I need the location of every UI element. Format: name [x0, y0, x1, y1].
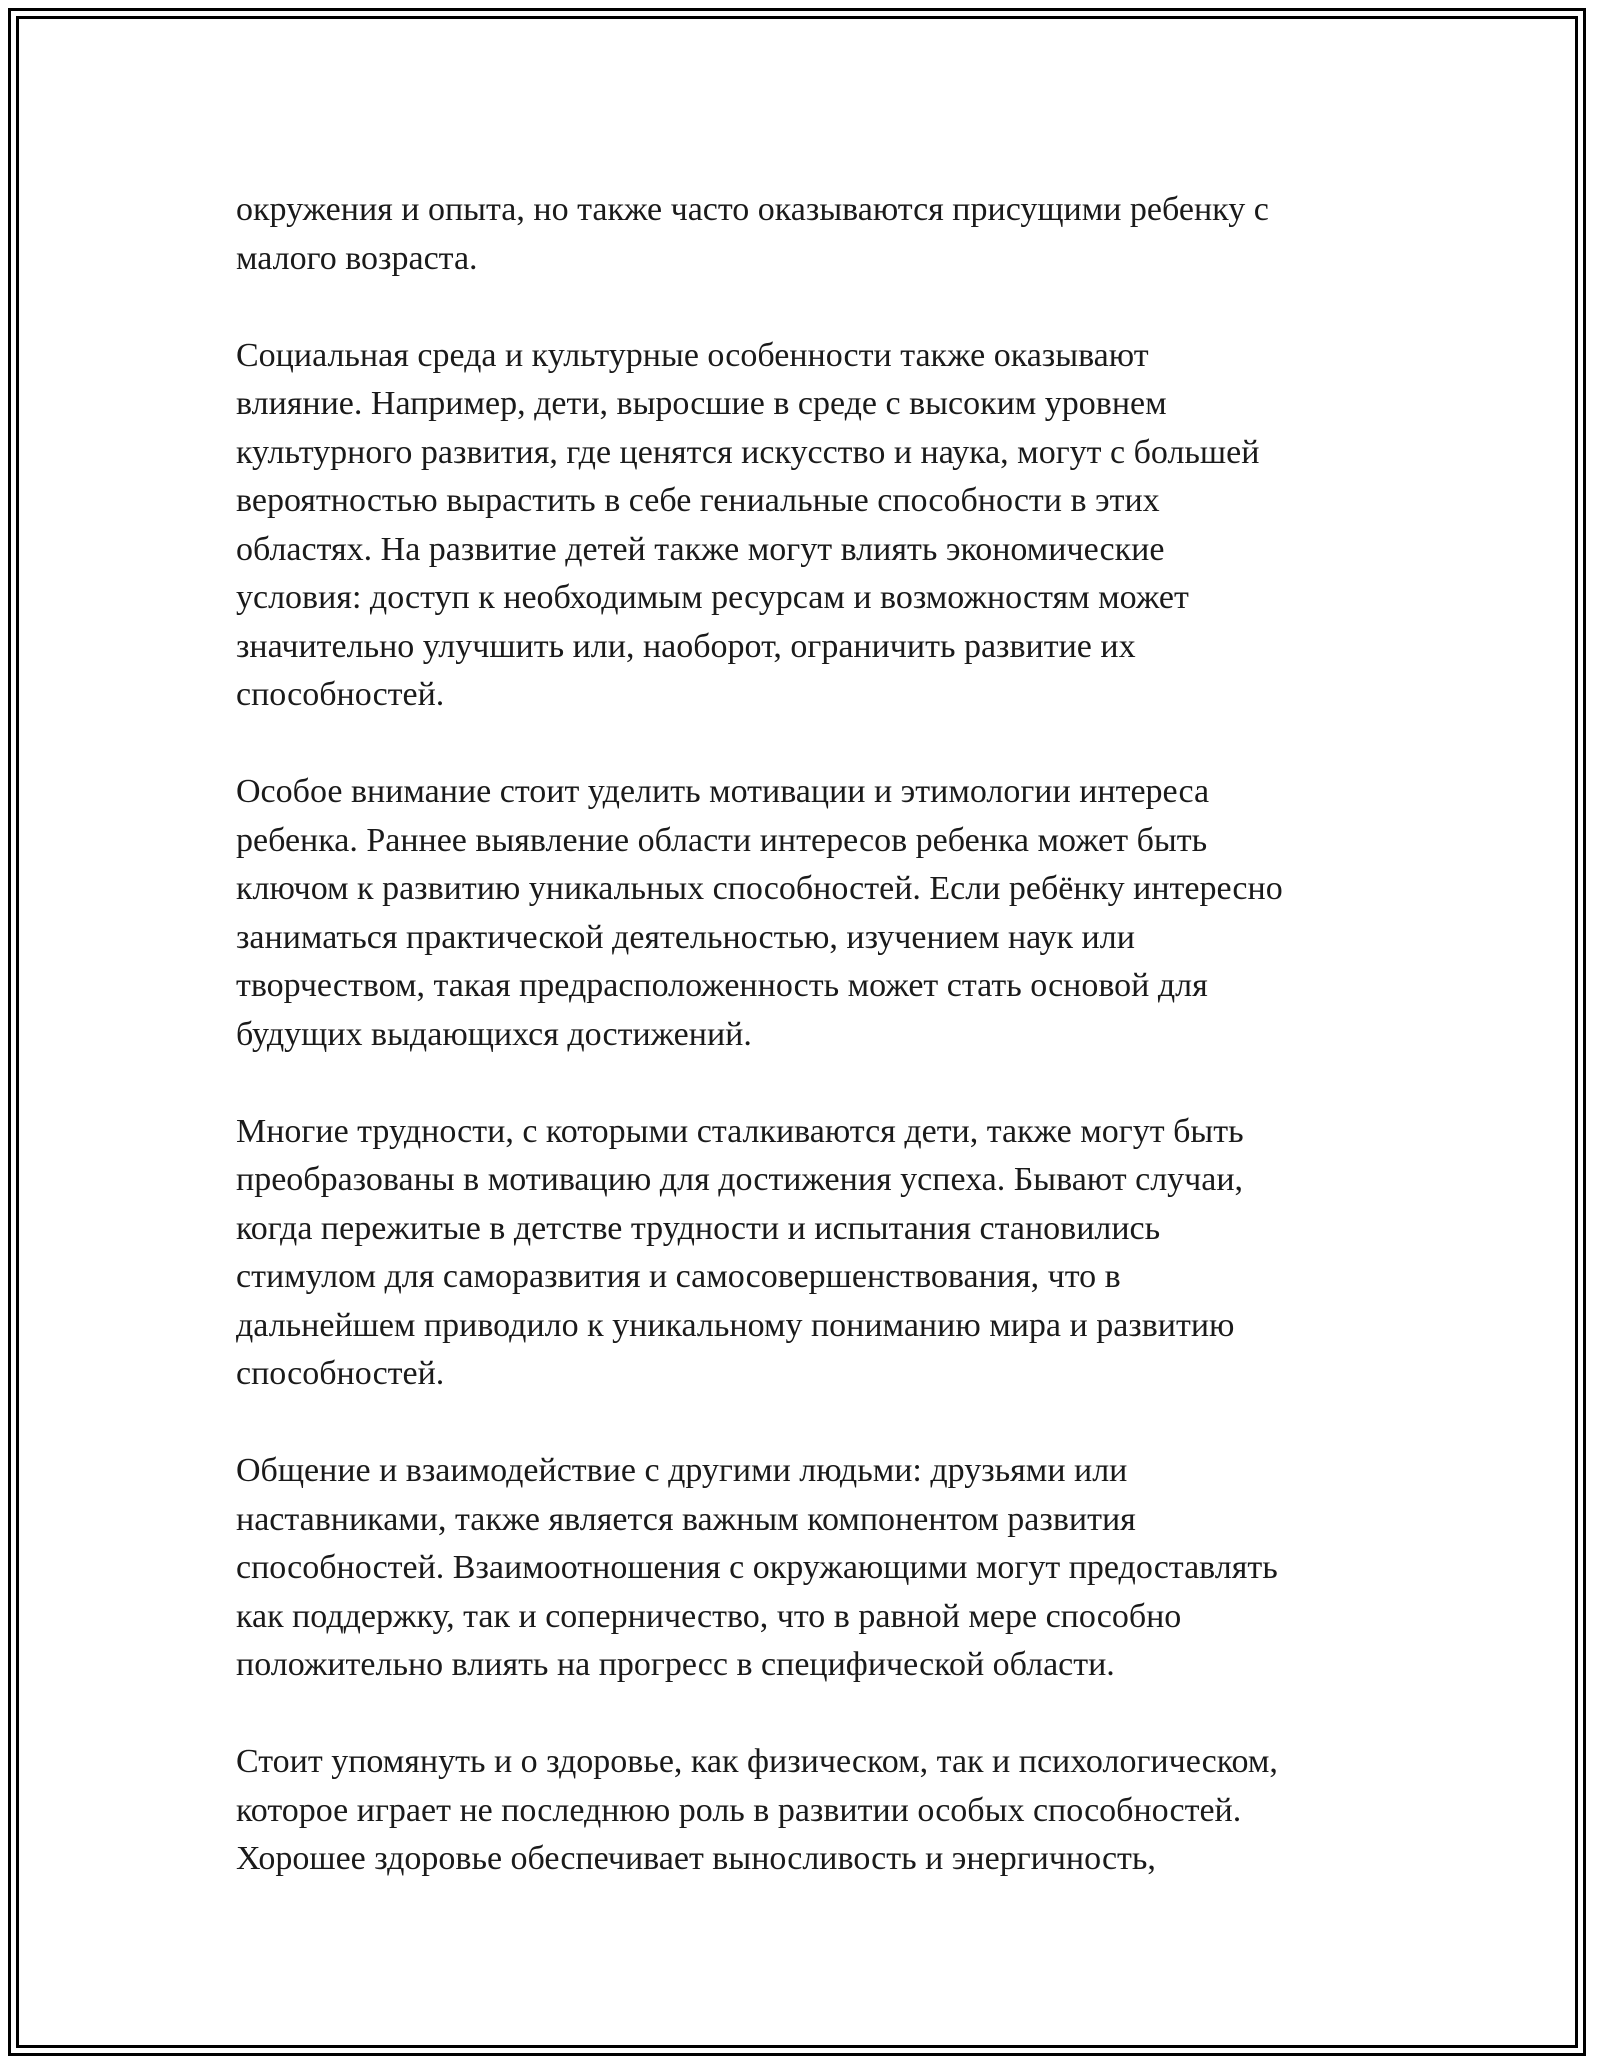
paragraph: Многие трудности, с которыми сталкиваются дети, также могут быть преобразованы в мотивацию для достижения успеха. Бывают случаи, когда пережитые в детстве трудности и испытания становились стимулом для саморазвития и самосовершенствования, что в дальнейшем приводило к уникальному пониманию мира и развитию способностей. — [236, 1112, 1244, 1392]
paragraph: окружения и опыта, но также часто оказываются присущими ребенку с малого возраста. — [236, 191, 1269, 277]
paragraph: Стоит упомянуть и о здоровье, как физическом, так и психологическом, которое играет не последнюю роль в развитии особых способностей. Хорошее здоровье обеспечивает выносливость и энергичность, — [236, 1743, 1278, 1877]
document-body — [236, 186, 1386, 1884]
paragraph: Особое внимание стоит уделить мотивации и этимологии интереса ребенка. Раннее выявление области интересов ребенка может быть ключом к развитию уникальных способностей. Если ребёнку интересно заниматься практической деятельностью, изучением наук или творчеством, такая предрасположенность может стать основой для будущих выдающихся достижений. — [236, 773, 1283, 1053]
paragraph: Общение и взаимодействие с другими людьми: друзьями или наставниками, также является важным компонентом развития способностей. Взаимоотношения с окружающими могут предоставлять как поддержку, так и соперничество, что в равной мере способно положительно влиять на прогресс в специфической области. — [236, 1452, 1278, 1683]
paragraph: Социальная среда и культурные особенности также оказывают влияние. Например, дети, выросшие в среде с высоким уровнем культурного развития, где ценятся искусство и наука, могут с большей вероятностью вырастить в себе гениальные способности в этих областях. На развитие детей также могут влиять экономические условия: доступ к необходимым ресурсам и возможностям может значительно улучшить или, наоборот, ограничить развитие их способностей. — [236, 336, 1260, 713]
